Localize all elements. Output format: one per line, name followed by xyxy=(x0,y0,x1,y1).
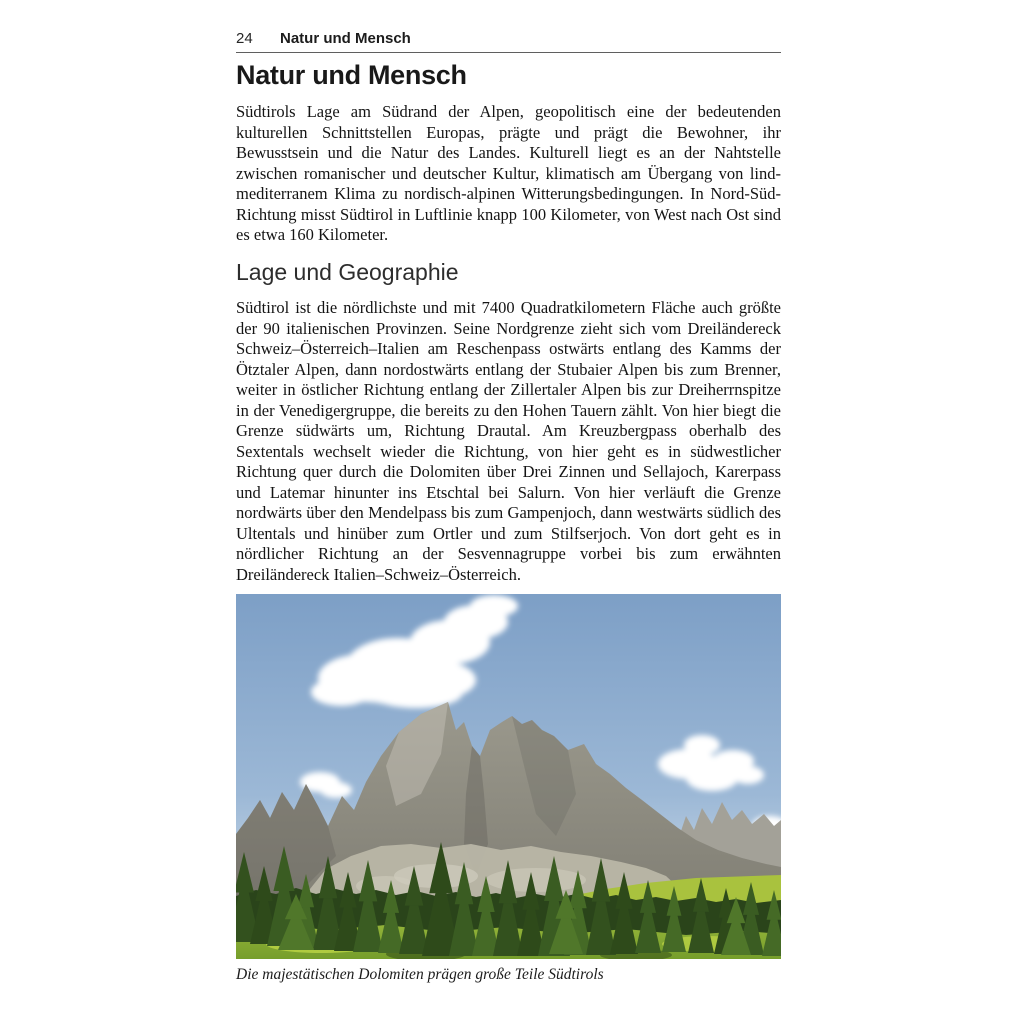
page-content-column xyxy=(236,30,781,985)
intro-paragraph: Südtirols Lage am Südrand der Alpen, geopolitisch eine der bedeutenden kulturellen Schnittstellen Europas, prägte und prägt die Bewohner, ihr Bewusstsein und die Natur des Landes. Kulturell liegt es an der Nahtstelle zwischen romanischer und deutscher Kultur, klimatisch am Übergang von lind-mediterranem Klima zu nordisch-alpinen Witterungsbedingungen. In Nord-Süd-Richtung misst Südtirol in Luftlinie knapp 100 Kilometer, von West nach Ost sind es etwa 160 Kilometer. xyxy=(236,102,781,245)
page-number: 24 xyxy=(236,30,253,47)
running-header xyxy=(236,30,781,53)
running-header-title: Natur und Mensch xyxy=(280,30,411,47)
dolomites-mountain-photo xyxy=(236,594,781,959)
photo-figure xyxy=(236,594,781,985)
photo-scree-streak xyxy=(486,868,586,892)
photo-caption: Die majestätischen Dolomiten prägen große Teile Südtirols xyxy=(236,966,604,984)
section-paragraph: Südtirol ist die nördlichste und mit 7400 Quadratkilometern Fläche auch größte der 90 italienischen Provinzen. Seine Nordgrenze zieht sich vom Dreiländereck Schweiz–Österreich–Italien am Reschenpass ostwärts entlang des Kamms der Ötztaler Alpen, dann nordostwärts entlang der Stubaier Alpen bis zum Brenner, weiter in östlicher Richtung entlang der Zillertaler Alpen bis zur Dreiherrnspitze in der Venedigergruppe, die bereits zu den Hohen Tauern zählt. Von hier biegt die Grenze südwärts um, Richtung Drautal. Am Kreuzbergpass oberhalb des Sextentals wechselt wieder die Richtung, von hier geht es in südwestlicher Richtung quer durch die Dolomiten über Drei Zinnen und Sellajoch, Karerpass und Latemar hinunter ins Etschtal bei Salurn. Von hier verläuft die Grenze nordwärts über den Mendelpass bis zum Gampenjoch, dann westwärts südlich des Ultentals und hinüber zum Ortler und zum Stilfserjoch. Von dort geht es in nördlicher Richtung an der Sesvennagruppe vorbei bis zum erwähnten Dreiländereck Italien–Schweiz–Österreich. xyxy=(236,298,781,584)
section-heading: Lage und Geographie xyxy=(236,258,459,285)
page-title: Natur und Mensch xyxy=(236,60,467,90)
